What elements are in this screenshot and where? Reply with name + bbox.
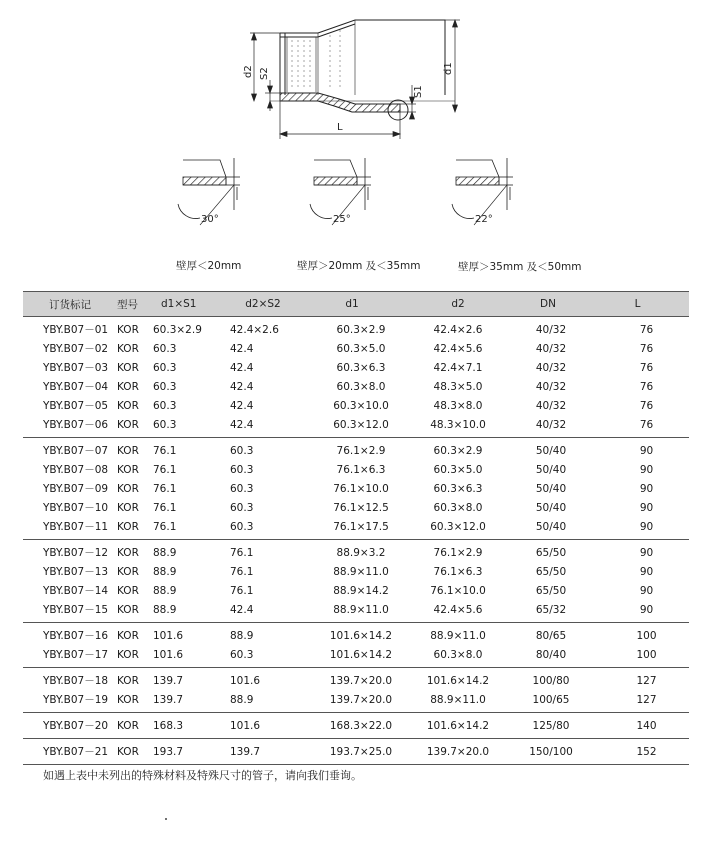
cell-dn: 40/32	[535, 342, 567, 355]
cell-type: KOR	[117, 584, 139, 597]
cell-d1: 76.1×2.9	[298, 438, 406, 461]
cell-dn: 50/40	[535, 482, 567, 495]
cell-d1: 88.9×11.0	[333, 565, 389, 578]
cell-d2s2: 42.4	[230, 399, 254, 412]
table-row	[23, 396, 689, 415]
cell-type: KOR	[117, 540, 153, 563]
cell-d1s1: 60.3×2.9	[153, 317, 228, 340]
table-row	[23, 690, 689, 713]
cell-d1: 60.3×5.0	[336, 342, 386, 355]
cell-dn: 150/100	[510, 739, 586, 765]
cell-order-mark: YBY.B07－11	[43, 521, 109, 533]
cell-d2s2: 88.9	[230, 693, 254, 706]
cell-dn: 40/32	[535, 399, 567, 412]
cell-l: 140	[586, 713, 689, 739]
cell-d2s2: 42.4	[230, 342, 254, 355]
cell-d1s1: 139.7	[153, 668, 228, 691]
cell-dn: 100/65	[532, 693, 570, 706]
cell-d1: 139.7×20.0	[329, 693, 393, 706]
cell-d1: 76.1×12.5	[333, 501, 389, 514]
cell-dn: 40/32	[535, 418, 567, 431]
cell-type: KOR	[117, 482, 139, 495]
cell-d1: 60.3×10.0	[333, 399, 389, 412]
table-row	[23, 600, 689, 623]
header-d1: d1	[298, 292, 406, 317]
cell-d2: 60.3×6.3	[433, 482, 483, 495]
cell-d2s2: 60.3	[230, 501, 254, 514]
cell-d1: 76.1×10.0	[333, 482, 389, 495]
caption-thickness-2: 壁厚＞20mm 及＜35mm	[297, 260, 421, 272]
table-row	[23, 540, 689, 563]
header-d2: d2	[406, 292, 510, 317]
cell-type: KOR	[117, 501, 139, 514]
label-l: L	[337, 122, 343, 133]
cell-type: KOR	[117, 418, 139, 431]
cell-dn: 50/40	[535, 520, 567, 533]
cell-d1s1: 88.9	[153, 603, 177, 616]
cell-d2s2: 88.9	[228, 623, 298, 646]
cell-d2s2: 60.3	[230, 463, 254, 476]
cell-d1s1: 60.3	[153, 418, 177, 431]
cell-order-mark: YBY.B07－07	[23, 438, 117, 461]
cell-dn: 100/80	[510, 668, 586, 691]
cell-d2s2: 76.1	[228, 540, 298, 563]
cell-d2s2: 60.3	[230, 520, 254, 533]
cell-l: 90	[586, 438, 689, 461]
table-row	[23, 438, 689, 461]
cell-d1: 193.7×25.0	[298, 739, 406, 765]
cell-d1: 101.6×14.2	[298, 623, 406, 646]
cell-d1s1: 139.7	[153, 693, 184, 706]
cell-l: 127	[586, 668, 689, 691]
cell-l: 90	[586, 540, 689, 563]
cell-d1s1: 101.6	[153, 648, 184, 661]
reducer-spec-table	[23, 291, 689, 765]
label-s1: S1	[413, 85, 424, 98]
cell-d2s2: 76.1	[230, 565, 254, 578]
cell-d1: 60.3×6.3	[336, 361, 386, 374]
cell-order-mark: YBY.B07－09	[43, 483, 109, 495]
cell-d2: 60.3×8.0	[433, 648, 483, 661]
table-row	[23, 460, 689, 479]
cell-d1s1: 76.1	[153, 482, 177, 495]
cell-order-mark: YBY.B07－15	[43, 604, 109, 616]
cell-d1s1: 76.1	[153, 438, 228, 461]
cell-type: KOR	[117, 380, 139, 393]
wall-section	[280, 93, 400, 112]
inquiry-note: 如遇上表中未列出的特殊材料及特殊尺寸的管子，请向我们垂询。	[43, 769, 362, 782]
cell-d2: 42.4×2.6	[406, 317, 510, 340]
cell-type: KOR	[117, 668, 153, 691]
cell-d1s1: 60.3	[153, 361, 177, 374]
cell-order-mark: YBY.B07－20	[23, 713, 117, 739]
cell-d1: 60.3×12.0	[333, 418, 389, 431]
speck	[165, 818, 167, 820]
table-row	[23, 358, 689, 377]
cell-d1: 76.1×17.5	[333, 520, 389, 533]
header-l: L	[586, 292, 689, 317]
cell-d1s1: 76.1	[153, 520, 177, 533]
cell-order-mark: YBY.B07－12	[23, 540, 117, 563]
cell-d1s1: 88.9	[153, 565, 177, 578]
cell-d1: 60.3×2.9	[298, 317, 406, 340]
cell-dn: 65/32	[535, 603, 567, 616]
cell-d2s2: 42.4×2.6	[228, 317, 298, 340]
cell-type: KOR	[117, 739, 153, 765]
cell-d2: 76.1×10.0	[430, 584, 486, 597]
cell-dn: 50/40	[535, 463, 567, 476]
cell-d1s1: 76.1	[153, 501, 177, 514]
table-row	[23, 479, 689, 498]
caption-thickness-1: 壁厚＜20mm	[176, 260, 242, 272]
table-row	[23, 645, 689, 668]
cell-d2: 48.3×5.0	[433, 380, 483, 393]
cell-dn: 50/40	[510, 438, 586, 461]
cell-l: 90	[639, 584, 654, 597]
cell-d1s1: 168.3	[153, 713, 228, 739]
cell-d2: 60.3×2.9	[406, 438, 510, 461]
cell-order-mark: YBY.B07－10	[43, 502, 109, 514]
cell-type: KOR	[117, 399, 139, 412]
cell-d2: 42.4×5.6	[433, 342, 483, 355]
cell-d2: 76.1×2.9	[406, 540, 510, 563]
cell-l: 76	[639, 399, 654, 412]
cell-d2: 48.3×8.0	[433, 399, 483, 412]
cell-type: KOR	[117, 565, 139, 578]
cell-d2s2: 60.3	[230, 648, 254, 661]
cell-l: 90	[639, 520, 654, 533]
cell-order-mark: YBY.B07－05	[43, 400, 109, 412]
cell-d1s1: 101.6	[153, 623, 228, 646]
header-d1s1: d1×S1	[153, 292, 228, 317]
cell-l: 100	[586, 623, 689, 646]
cell-d1: 88.9×3.2	[298, 540, 406, 563]
cell-d2: 88.9×11.0	[406, 623, 510, 646]
cell-d1: 168.3×22.0	[298, 713, 406, 739]
cell-d1s1: 60.3	[153, 380, 177, 393]
cell-dn: 50/40	[535, 501, 567, 514]
cell-d2s2: 42.4	[230, 603, 254, 616]
table-row	[23, 317, 689, 340]
reducer-drawing	[0, 0, 713, 285]
cell-dn: 65/50	[535, 584, 567, 597]
cell-d2s2: 42.4	[230, 380, 254, 393]
cell-order-mark: YBY.B07－13	[43, 566, 109, 578]
cell-type: KOR	[117, 361, 139, 374]
cell-d1: 60.3×8.0	[336, 380, 386, 393]
cell-d2s2: 60.3	[228, 438, 298, 461]
cell-d2s2: 42.4	[230, 361, 254, 374]
cell-d2: 60.3×5.0	[433, 463, 483, 476]
header-d2s2: d2×S2	[228, 292, 298, 317]
cell-order-mark: YBY.B07－16	[23, 623, 117, 646]
cell-d1s1: 60.3	[153, 342, 177, 355]
cell-type: KOR	[117, 438, 153, 461]
table-row	[23, 668, 689, 691]
header-type: 型号	[117, 292, 153, 317]
cell-d2s2: 101.6	[228, 668, 298, 691]
table-row	[23, 377, 689, 396]
table-row	[23, 623, 689, 646]
cell-d2: 42.4×5.6	[433, 603, 483, 616]
cell-type: KOR	[117, 713, 153, 739]
caption-thickness-3: 壁厚＞35mm 及＜50mm	[458, 261, 582, 273]
table-header	[23, 292, 689, 317]
label-s2: S2	[259, 67, 270, 80]
table-body	[23, 317, 689, 765]
cell-l: 90	[639, 603, 654, 616]
cell-d1: 88.9×11.0	[333, 603, 389, 616]
cell-d1s1: 193.7	[153, 739, 228, 765]
cell-dn: 40/32	[510, 317, 586, 340]
cell-order-mark: YBY.B07－04	[43, 381, 109, 393]
cell-type: KOR	[117, 623, 153, 646]
cell-order-mark: YBY.B07－01	[23, 317, 117, 340]
cell-l: 90	[639, 482, 654, 495]
cell-dn: 40/32	[535, 380, 567, 393]
cell-d2s2: 60.3	[230, 482, 254, 495]
table-row	[23, 339, 689, 358]
table-row	[23, 739, 689, 765]
cell-d2: 76.1×6.3	[433, 565, 483, 578]
table-row	[23, 415, 689, 438]
cell-d2: 42.4×7.1	[433, 361, 483, 374]
cell-d2: 60.3×12.0	[430, 520, 486, 533]
cell-type: KOR	[117, 520, 139, 533]
reducer-spec-table-container	[23, 291, 689, 765]
cell-l: 90	[639, 565, 654, 578]
cell-d2: 101.6×14.2	[406, 713, 510, 739]
cell-d2: 101.6×14.2	[406, 668, 510, 691]
cell-l: 90	[639, 501, 654, 514]
cell-d1s1: 88.9	[153, 540, 228, 563]
cell-l: 90	[639, 463, 654, 476]
label-d1: d1	[443, 62, 454, 75]
cell-l: 76	[639, 418, 654, 431]
cell-d1s1: 60.3	[153, 399, 177, 412]
cell-d1s1: 76.1	[153, 463, 177, 476]
cell-dn: 65/50	[510, 540, 586, 563]
cell-d2s2: 42.4	[230, 418, 254, 431]
cell-type: KOR	[117, 342, 139, 355]
cell-type: KOR	[117, 693, 139, 706]
cell-d1s1: 88.9	[153, 584, 177, 597]
cell-d2: 139.7×20.0	[406, 739, 510, 765]
cell-d2s2: 139.7	[228, 739, 298, 765]
label-d2: d2	[243, 65, 254, 78]
cell-order-mark: YBY.B07－08	[43, 464, 109, 476]
cell-l: 152	[586, 739, 689, 765]
cell-l: 76	[639, 380, 654, 393]
cell-dn: 80/65	[510, 623, 586, 646]
header-dn: DN	[510, 292, 586, 317]
cell-l: 76	[586, 317, 689, 340]
cell-type: KOR	[117, 603, 139, 616]
cell-d1: 76.1×6.3	[336, 463, 386, 476]
cell-dn: 65/50	[535, 565, 567, 578]
reducer-main-view	[280, 20, 445, 95]
cell-order-mark: YBY.B07－19	[43, 694, 109, 706]
cell-order-mark: YBY.B07－02	[43, 343, 109, 355]
cell-l: 127	[636, 693, 657, 706]
cell-order-mark: YBY.B07－03	[43, 362, 109, 374]
cell-d2: 88.9×11.0	[430, 693, 486, 706]
cell-dn: 40/32	[535, 361, 567, 374]
cell-d2s2: 101.6	[228, 713, 298, 739]
angle-25: 25°	[333, 214, 351, 225]
cell-order-mark: YBY.B07－17	[43, 649, 109, 661]
cell-d1: 139.7×20.0	[298, 668, 406, 691]
cell-d2: 60.3×8.0	[433, 501, 483, 514]
cell-d1: 101.6×14.2	[329, 648, 393, 661]
table-row	[23, 498, 689, 517]
table-row	[23, 713, 689, 739]
cell-l: 76	[639, 361, 654, 374]
cell-type: KOR	[117, 648, 139, 661]
cell-l: 76	[639, 342, 654, 355]
header-order-mark: 订货标记	[23, 292, 117, 317]
cell-order-mark: YBY.B07－21	[23, 739, 117, 765]
table-row	[23, 581, 689, 600]
angle-22: 22°	[475, 214, 493, 225]
cell-d1: 88.9×14.2	[333, 584, 389, 597]
cell-d2s2: 76.1	[230, 584, 254, 597]
angle-30: 30°	[201, 214, 219, 225]
cell-dn: 80/40	[535, 648, 567, 661]
cell-dn: 125/80	[510, 713, 586, 739]
cell-order-mark: YBY.B07－06	[43, 419, 109, 431]
cell-type: KOR	[117, 463, 139, 476]
table-row	[23, 517, 689, 540]
cell-order-mark: YBY.B07－14	[43, 585, 109, 597]
cell-d2: 48.3×10.0	[430, 418, 486, 431]
table-row	[23, 562, 689, 581]
cell-l: 100	[636, 648, 657, 661]
cell-type: KOR	[117, 317, 153, 340]
cell-order-mark: YBY.B07－18	[23, 668, 117, 691]
